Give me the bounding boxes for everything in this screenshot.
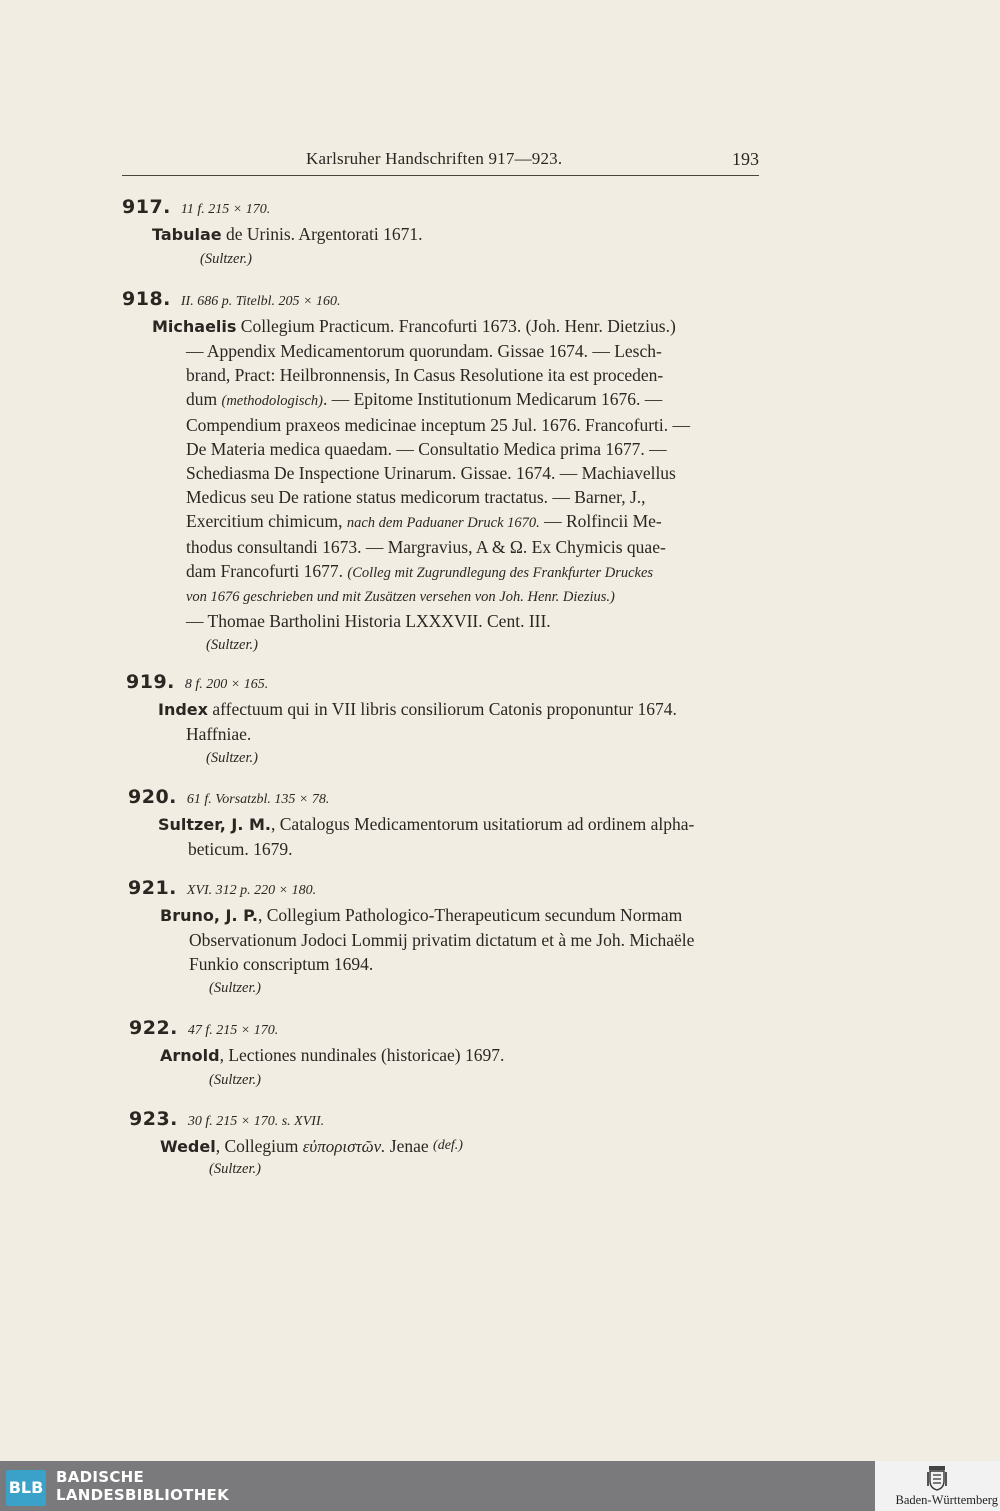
entry-text: — Appendix Medicamentorum quorundam. Gissae 1674. — Lesch- (186, 341, 662, 361)
entry-text: Exercitium chimicum, (186, 511, 347, 531)
baden-wuerttemberg-logo[interactable] (875, 1461, 1000, 1511)
entry-text: Schediasma De Inspectione Urinarum. Gissae. 1674. — Machiavellus (186, 463, 676, 483)
entry-text: affectuum qui in VII libris consiliorum Catonis proponuntur 1674. (207, 699, 677, 719)
entry-note: (def.) (433, 1138, 463, 1153)
entry-text: , Catalogus Medicamentorum usitatiorum ad ordinem alpha- (271, 814, 695, 834)
library-footer-bar (0, 1461, 1000, 1511)
library-name (56, 1468, 229, 1504)
entry-provenance: (Sultzer.) (206, 750, 258, 766)
entry-physical-description: 11 f. 215 × 170. (180, 202, 271, 217)
baden-wuerttemberg-label: Baden-Württemberg (895, 1493, 998, 1507)
entry-author: Bruno, J. P. (160, 906, 258, 925)
entry-number: 920. (128, 786, 177, 808)
entry-text: De Materia medica quaedam. — Consultatio Medica prima 1677. — (186, 439, 667, 459)
entry-author: Sultzer, J. M. (158, 815, 271, 834)
catalog-entry-919 (126, 671, 786, 770)
entry-text: — Rolfincii Me- (539, 511, 662, 531)
entry-author: Arnold (160, 1046, 220, 1065)
entry-author: Michaelis (152, 317, 237, 336)
entry-physical-description: 61 f. Vorsatzbl. 135 × 78. (186, 792, 330, 807)
entry-provenance: (Sultzer.) (206, 637, 258, 653)
entry-note: nach dem Paduaner Druck 1670. (346, 515, 540, 531)
catalog-entry-922 (129, 1017, 789, 1092)
entry-greek-title: εὐποριστῶν. (302, 1137, 386, 1156)
entry-note: von 1676 geschrieben und mit Zusätzen versehen von Joh. Henr. Diezius.) (186, 589, 615, 605)
entry-text: . — Epitome Institutionum Medicarum 1676. — (322, 389, 663, 409)
catalog-entry-917 (122, 196, 782, 271)
library-name-line1: BADISCHE (56, 1468, 145, 1486)
entry-text: de Urinis. Argentorati 1671. (221, 224, 423, 244)
entry-text: , Lectiones nundinales (historicae) 1697. (219, 1045, 505, 1065)
entry-author: Wedel (160, 1137, 216, 1156)
entry-physical-description: 30 f. 215 × 170. s. XVII. (187, 1114, 325, 1129)
entry-provenance: (Sultzer.) (200, 251, 252, 267)
entry-text: dam Francofurti 1677. (186, 561, 348, 581)
entry-physical-description: XVI. 312 p. 220 × 180. (186, 883, 317, 898)
entry-text: Compendium praxeos medicinae inceptum 25 Jul. 1676. Francofurti. — (186, 415, 690, 435)
blb-logo[interactable]: BLB (6, 1470, 46, 1506)
running-header (122, 149, 759, 176)
entry-provenance: (Sultzer.) (209, 1072, 261, 1088)
entry-text: , Collegium (215, 1136, 303, 1156)
page-number: 193 (732, 149, 759, 169)
catalog-entry-920 (128, 786, 788, 861)
entry-text: thodus consultandi 1673. — Margravius, A & Ω. Ex Chymicis quae- (186, 537, 666, 557)
entry-text: Medicus seu De ratione status medicorum tractatus. — Barner, J., (186, 487, 646, 507)
entry-number: 919. (126, 671, 175, 693)
entry-text: brand, Pract: Heilbronnensis, In Casus Resolutione ita est proceden- (186, 365, 664, 385)
entry-text: Jenae (385, 1136, 434, 1156)
entry-physical-description: 47 f. 215 × 170. (187, 1023, 279, 1038)
entry-note: (methodologisch) (221, 393, 323, 409)
catalog-entry-923 (129, 1108, 789, 1181)
entry-text: Collegium Practicum. Francofurti 1673. (Joh. Henr. Dietzius.) (236, 316, 676, 336)
entry-author: Tabulae (152, 225, 222, 244)
entry-number: 917. (122, 196, 171, 218)
entry-physical-description: 8 f. 200 × 165. (184, 677, 269, 692)
entry-text: — Thomae Bartholini Historia LXXXVII. Cent. III. (186, 611, 551, 631)
entry-provenance: (Sultzer.) (209, 1161, 261, 1177)
header-title: Karlsruher Handschriften 917—923. (306, 149, 563, 168)
entry-text: dum (186, 389, 222, 409)
entry-number: 923. (129, 1108, 178, 1130)
entry-number: 921. (128, 877, 177, 899)
entry-text: Funkio conscriptum 1694. (189, 954, 374, 974)
entry-number: 922. (129, 1017, 178, 1039)
library-name-line2: LANDESBIBLIOTHEK (56, 1486, 230, 1504)
entry-text: , Collegium Pathologico-Therapeuticum secundum Normam (257, 905, 683, 925)
entry-physical-description: II. 686 p. Titelbl. 205 × 160. (180, 294, 341, 309)
entry-number: 918. (122, 288, 171, 310)
entry-provenance: (Sultzer.) (209, 980, 261, 996)
entry-author: Index (158, 700, 208, 719)
entry-text: Observationum Jodoci Lommij privatim dictatum et à me Joh. Michaële (189, 930, 695, 950)
entry-text: beticum. 1679. (188, 839, 293, 859)
coat-of-arms-icon (927, 1465, 947, 1491)
entry-text: Haffniae. (186, 724, 252, 744)
entry-note: (Colleg mit Zugrundlegung des Frankfurter Druckes (347, 565, 654, 581)
catalog-entry-918 (122, 288, 765, 657)
catalog-entry-921 (128, 877, 788, 1000)
